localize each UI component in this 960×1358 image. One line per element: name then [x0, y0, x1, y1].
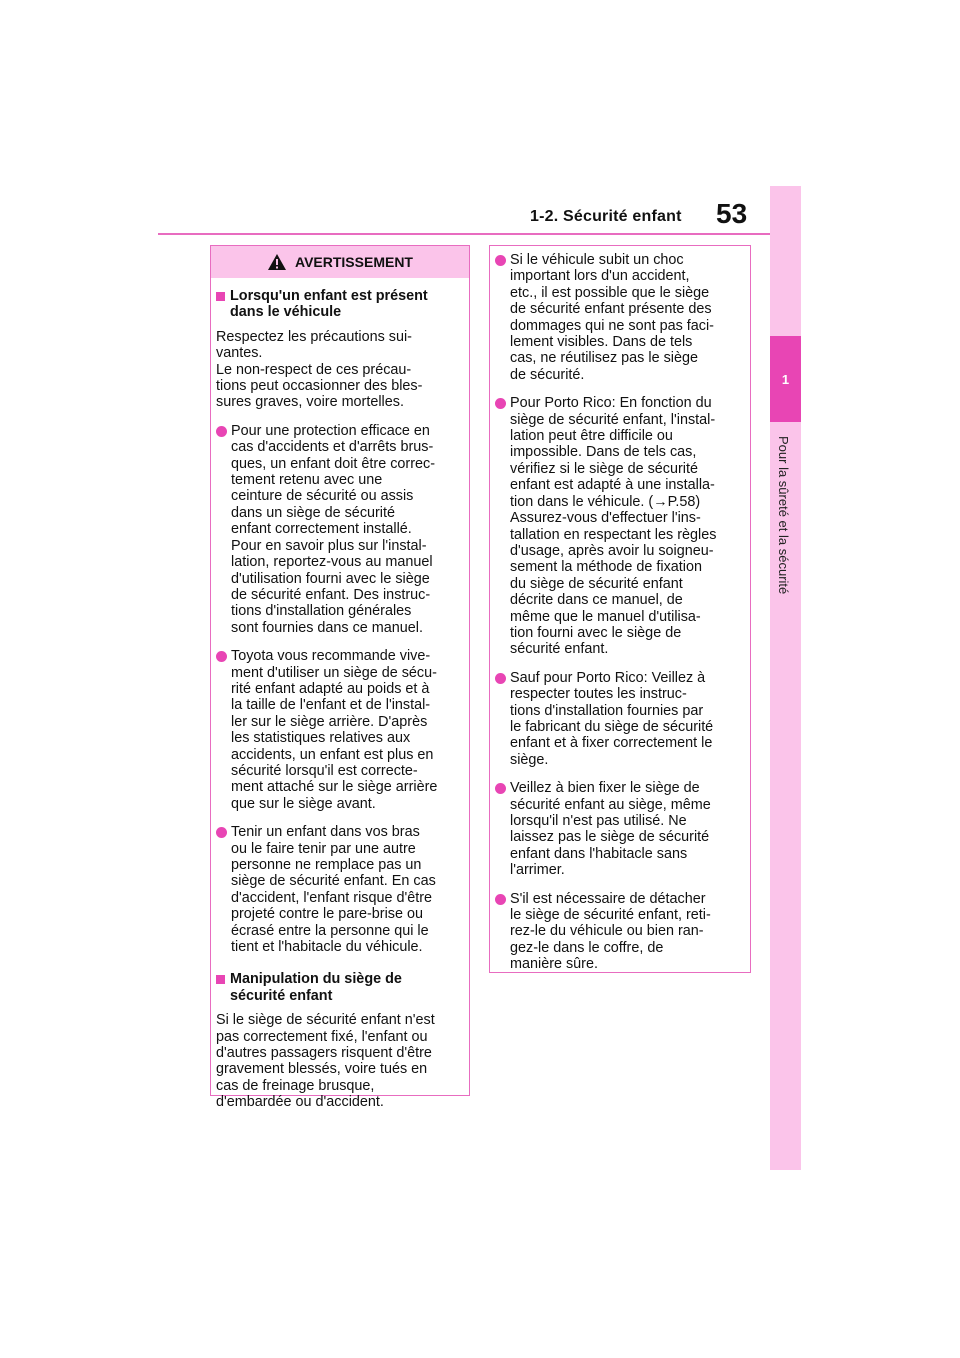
bullet-dot-icon [495, 398, 506, 409]
chapter-label: Pour la sûreté et la sécurité [776, 436, 791, 595]
list-item: Toyota vous recommande vive- ment d'utiliser un siège de sécu- rité enfant adapté au poids et à la taille de l'enfant et de l'instal- ler sur le siège arrière. D'après les statistiques relatives aux accidents, un enfant est plus en sécurité lorsqu'il est correcte- ment attaché sur le siège arrière que sur le siège avant. [216, 648, 461, 812]
list-item: Tenir un enfant dans vos bras ou le faire tenir par une autre personne ne remplace pas un siège de sécurité enfant. En cas d'accident, l'enfant risque d'être projeté contre le pare-brise ou écrasé entre la personne qui le tient et l'habitacle du véhicule. [216, 824, 461, 955]
bullet-dot-icon [216, 827, 227, 838]
list-item: Pour Porto Rico: En fonction du siège de sécurité enfant, l'instal- lation peut être difficile ou impossible. Dans de tels cas, vérifiez si le siège de sécurité enfant est adapté à une installa- tion dans le véhicule. (→P.58) Assurez-vous d'effectuer l'ins- tallation en respectant les règles d'usage, après avoir lu soigneu- sement la méthode de fixation du siège de sécurité enfant décrite dans ce manuel, de même que le manuel d'utilisa- tion fourni avec le siège de sécurité enfant. [495, 395, 742, 658]
list-item: Veillez à bien fixer le siège de sécurité enfant au siège, même lorsqu'il n'est pas utilisé. Ne laissez pas le siège de sécurité enfant dans l'habitacle sans l'arrimer. [495, 780, 742, 878]
list-item: Sauf pour Porto Rico: Veillez à respecter toutes les instruc- tions d'installation fournies par le fabricant du siège de sécurité enfant et à fixer correctement le siège. [495, 670, 742, 768]
list-item: S'il est nécessaire de détacher le siège de sécurité enfant, reti- rez-le du véhicule ou bien ran- gez-le dans le coffre, de manière sûre. [495, 891, 742, 973]
bullet-dot-icon [216, 651, 227, 662]
chapter-number: 1 [770, 336, 801, 422]
list-item: Pour une protection efficace en cas d'accidents et d'arrêts brus- ques, un enfant doit être correc- tement retenu avec une ceinture de sécurité ou assis dans un siège de sécurité enfant correctement installé. Pour en savoir plus sur l'instal- lation, reportez-vous au manuel d'utilisation fourni avec le siège de sécurité enfant. Des instruc- tions d'installation générales sont fournies dans ce manuel. [216, 423, 461, 636]
warning-content-right [490, 246, 750, 973]
chapter-side-tab [770, 186, 801, 1170]
square-bullet-icon [216, 975, 225, 984]
page-number: 53 [716, 198, 748, 229]
square-bullet-icon [216, 292, 225, 301]
bullet-dot-icon [495, 255, 506, 266]
warning-content-left [211, 278, 469, 1111]
bullet-dot-icon [495, 783, 506, 794]
warning-title: AVERTISSEMENT [295, 254, 413, 270]
warning-header [211, 246, 469, 278]
bullet-dot-icon [216, 426, 227, 437]
section-heading: Lorsqu'un enfant est présent dans le véhicule [216, 288, 461, 321]
section-intro: Respectez les précautions sui- vantes. Le non-respect de ces précau- tions peut occasionner des bles- sures graves, voire mortelles. [216, 328, 423, 411]
bullet-dot-icon [495, 894, 506, 905]
section-heading: Manipulation du siège de sécurité enfant [216, 971, 461, 1004]
warning-triangle-icon [267, 253, 287, 271]
header-divider [158, 233, 770, 235]
warning-box-left [210, 245, 470, 1111]
list-item: Si le véhicule subit un choc important lors d'un accident, etc., il est possible que le siège de sécurité enfant présente des dommages qui ne sont pas faci- lement visibles. Dans de tels cas, ne réutilisez pas le siège de sécurité. [495, 252, 742, 383]
warning-box-right [489, 245, 751, 973]
section-text: Si le siège de sécurité enfant n'est pas correctement fixé, l'enfant ou d'autres passagers risquent d'être gravement blessés, voire tués en cas de freinage brusque, d'embardée ou d'accident. [216, 1012, 435, 1111]
section-title: 1-2. Sécurité enfant [530, 208, 682, 225]
bullet-dot-icon [495, 673, 506, 684]
